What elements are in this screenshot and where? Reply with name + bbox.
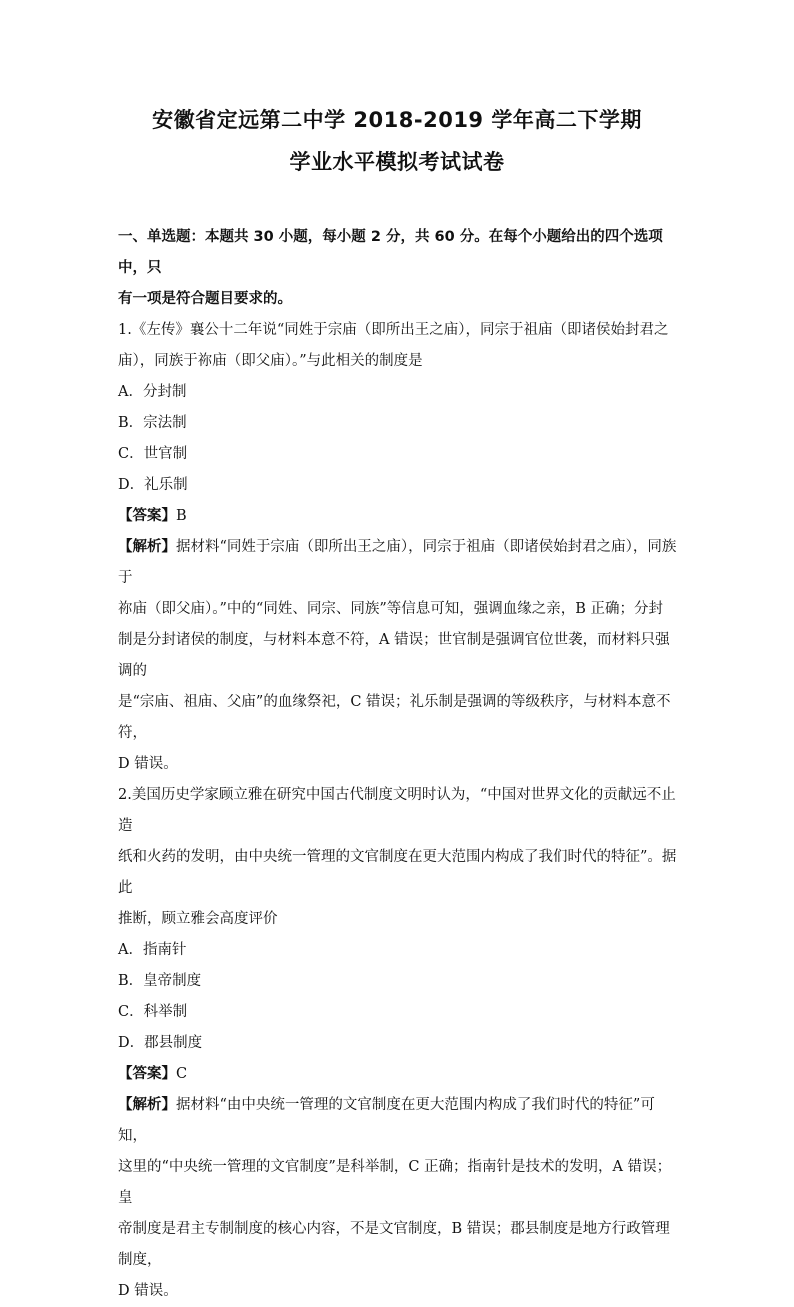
question-stem-line: 庙），同族于祢庙（即父庙）。”与此相关的制度是 bbox=[118, 353, 423, 369]
analysis-line: D 错误。 bbox=[118, 756, 178, 772]
section-heading-line-1: 一、单选题：本题共 30 小题，每小题 2 分，共 60 分。在每个小题给出的四个选项中，只 bbox=[118, 229, 663, 276]
option-d: D．郡县制度 bbox=[118, 1035, 203, 1051]
answer-line bbox=[118, 1059, 678, 1090]
analysis-line: 祢庙（即父庙）。”中的“同姓、同宗、同族”等信息可知，强调血缘之亲，B 正确；分封 bbox=[118, 601, 663, 617]
answer-value: B bbox=[176, 508, 187, 524]
question-stem-line: 纸和火药的发明，由中央统一管理的文官制度在更大范围内构成了我们时代的特征”。据此 bbox=[118, 849, 677, 896]
section-heading-line-2: 有一项是符合题目要求的。 bbox=[118, 291, 292, 307]
question-1 bbox=[118, 315, 678, 780]
question-stem-line: 推断，顾立雅会高度评价 bbox=[118, 911, 278, 927]
analysis-line: 帝制度是君主专制制度的核心内容，不是文官制度，B 错误；郡县制度是地方行政管理制度， bbox=[118, 1221, 670, 1268]
option-a: A．指南针 bbox=[118, 942, 187, 958]
question-stem-line: 2.美国历史学家顾立雅在研究中国古代制度文明时认为，“中国对世界文化的贡献远不止造 bbox=[118, 787, 676, 834]
option-c: C．科举制 bbox=[118, 1004, 188, 1020]
option-b: B．宗法制 bbox=[118, 415, 187, 431]
document-body bbox=[118, 222, 678, 1307]
analysis-text: 据材料“由中央统一管理的文官制度在更大范围内构成了我们时代的特征”可知， bbox=[118, 1097, 655, 1144]
option-b: B．皇帝制度 bbox=[118, 973, 202, 989]
analysis-line: 这里的“中央统一管理的文官制度”是科举制，C 正确；指南针是技术的发明，A 错误；皇 bbox=[118, 1159, 672, 1206]
question-stem-line: 1.《左传》襄公十二年说“同姓于宗庙（即所出王之庙），同宗于祖庙（即诸侯始封君之 bbox=[118, 322, 669, 338]
analysis-line bbox=[118, 1090, 678, 1152]
analysis-line bbox=[118, 532, 678, 594]
answer-tag: 【答案】 bbox=[118, 508, 176, 524]
analysis-tag: 【解析】 bbox=[118, 539, 176, 555]
question-2 bbox=[118, 780, 678, 1307]
analysis-line: 是“宗庙、祖庙、父庙”的血缘祭祀，C 错误；礼乐制是强调的等级秩序，与材料本意不符， bbox=[118, 694, 671, 741]
option-d: D．礼乐制 bbox=[118, 477, 188, 493]
analysis-text: 据材料“同姓于宗庙（即所出王之庙），同宗于祖庙（即诸侯始封君之庙），同族于 bbox=[118, 539, 677, 586]
option-c: C．世官制 bbox=[118, 446, 188, 462]
analysis-line: D 错误。 bbox=[118, 1283, 178, 1299]
answer-value: C bbox=[176, 1066, 188, 1082]
analysis-line: 制是分封诸侯的制度，与材料本意不符，A 错误；世官制是强调官位世袭，而材料只强调的 bbox=[118, 632, 670, 679]
document-title-line-1: 安徽省定远第二中学 2018-2019 学年高二下学期 bbox=[152, 108, 642, 132]
option-a: A．分封制 bbox=[118, 384, 187, 400]
analysis-tag: 【解析】 bbox=[118, 1097, 176, 1113]
answer-tag: 【答案】 bbox=[118, 1066, 176, 1082]
answer-line bbox=[118, 501, 678, 532]
document-title-line-2: 学业水平模拟考试试卷 bbox=[289, 150, 505, 174]
